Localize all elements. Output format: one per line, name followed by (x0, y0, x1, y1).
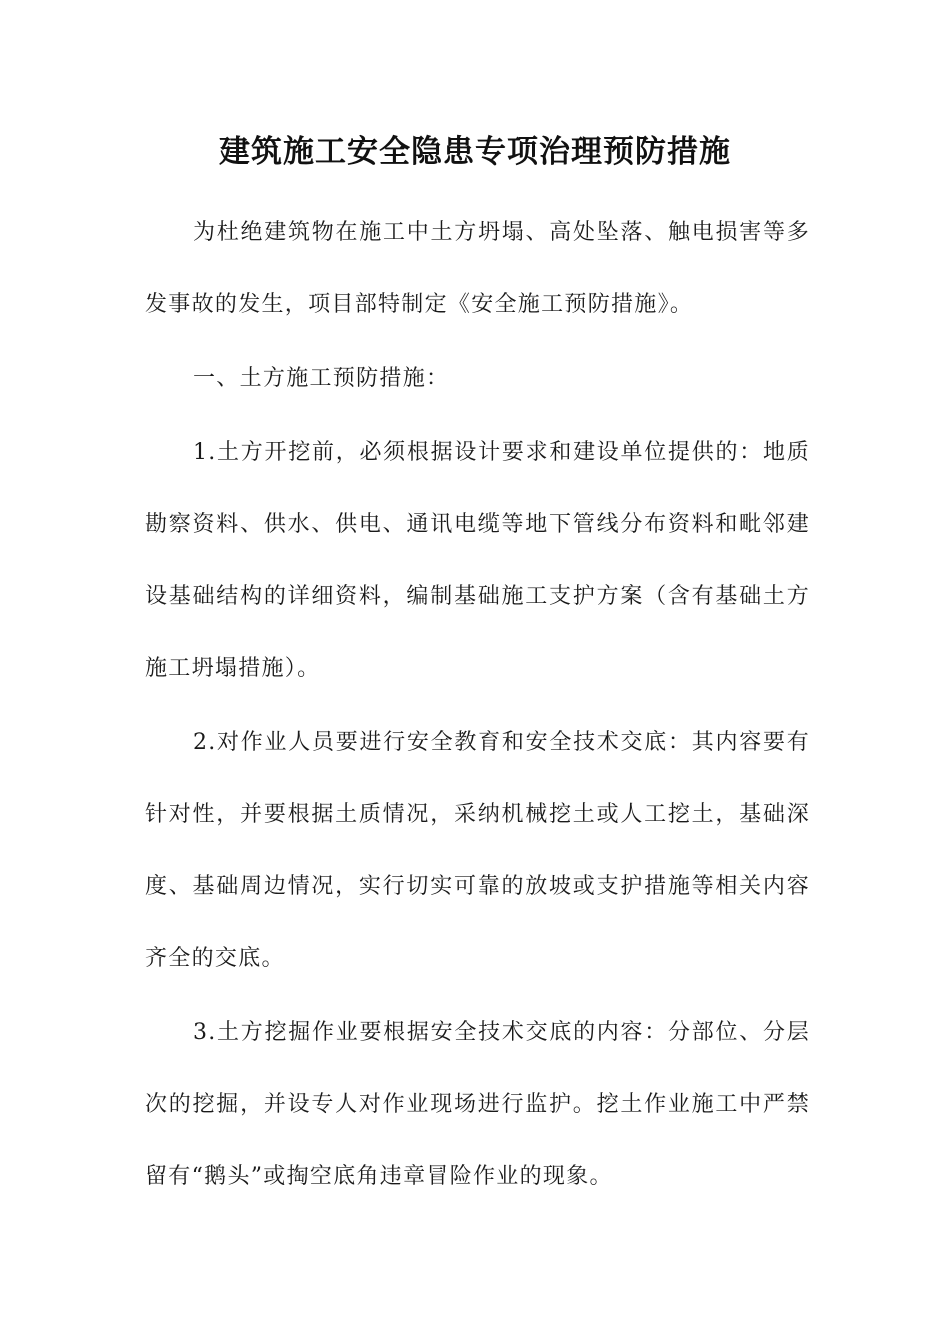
list-item: 1.土方开挖前，必须根据设计要求和建设单位提供的：地质勘察资料、供水、供电、通讯电缆等地下管线分布资料和毗邻建设基础结构的详细资料，编制基础施工支护方案（含有基础土方施工坍塌措施）。 (145, 440, 810, 681)
list-item: 2.对作业人员要进行安全教育和安全技术交底：其内容要有针对性，并要根据土质情况，采纳机械挖土或人工挖土，基础深度、基础周边情况，实行切实可靠的放坡或支护措施等相关内容齐全的交底。 (145, 730, 810, 971)
list-item: 3.土方挖掘作业要根据安全技术交底的内容：分部位、分层次的挖掘，并设专人对作业现场进行监护。挖土作业施工中严禁留有“鹅头”或掏空底角违章冒险作业的现象。 (145, 1020, 810, 1189)
section-heading: 一、土方施工预防措施： (193, 366, 450, 391)
document-title: 建筑施工安全隐患专项治理预防措施 (219, 134, 731, 170)
intro-paragraph: 为杜绝建筑物在施工中土方坍塌、高处坠落、触电损害等多发事故的发生，项目部特制定《安全施工预防措施》。 (145, 220, 810, 317)
document-body (145, 197, 810, 1215)
